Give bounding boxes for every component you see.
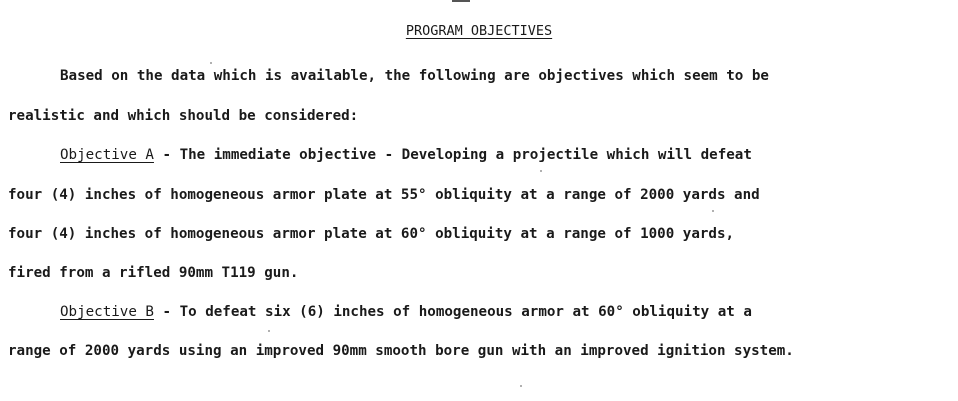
objective-a-line-2: four (4) inches of homogeneous armor plate at 55° obliquity at a range of 2000 yards and bbox=[8, 187, 760, 203]
objective-b-line-2: range of 2000 yards using an improved 90mm smooth bore gun with an improved ignition system. bbox=[8, 343, 794, 359]
document-title-text: PROGRAM OBJECTIVES bbox=[405, 23, 553, 39]
objective-a-label: Objective A bbox=[60, 147, 154, 163]
scan-speck bbox=[540, 170, 542, 172]
page-number-mark bbox=[452, 0, 470, 2]
objective-a-text-1: - The immediate objective - Developing a projectile which will defeat bbox=[153, 147, 752, 163]
scan-speck bbox=[520, 385, 522, 387]
objective-b-label: Objective B bbox=[60, 304, 154, 320]
scan-speck bbox=[210, 62, 212, 64]
scan-speck bbox=[712, 210, 714, 212]
intro-line-1: Based on the data which is available, the following are objectives which seem to be bbox=[60, 68, 769, 84]
objective-b-text-1: - To defeat six (6) inches of homogeneous armor at 60° obliquity at a bbox=[153, 304, 752, 320]
objective-a-line-4: fired from a rifled 90mm T119 gun. bbox=[8, 265, 299, 281]
document-title bbox=[0, 22, 958, 40]
objective-b-line-1 bbox=[60, 302, 752, 322]
intro-line-2: realistic and which should be considered: bbox=[8, 108, 359, 124]
objective-a-line-1 bbox=[60, 145, 752, 165]
scan-speck bbox=[268, 330, 270, 332]
objective-a-line-3: four (4) inches of homogeneous armor plate at 60° obliquity at a range of 1000 yards, bbox=[8, 226, 735, 242]
